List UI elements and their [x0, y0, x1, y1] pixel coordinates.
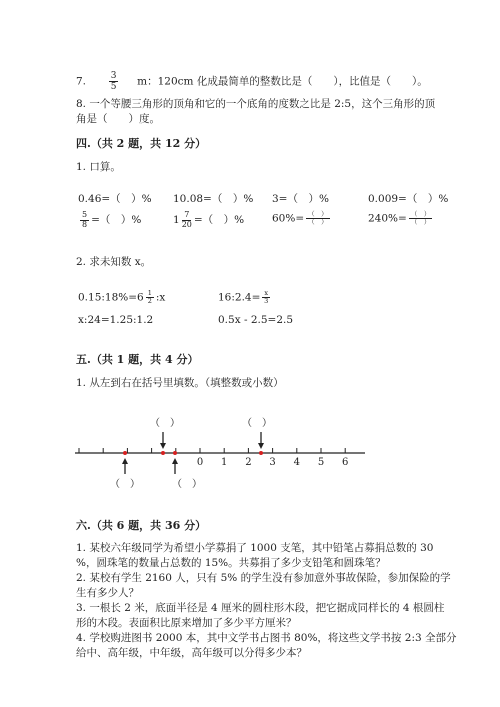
q6-line-7: 4. 学校购进图书 2000 本，其中文学书占图书 80%，将这些文学书按 2:3 全部分 [76, 632, 457, 644]
eq-1-tail: :x [155, 291, 166, 304]
eq-4: 0.5x - 2.5=2.5 [218, 314, 294, 326]
arrow-down-2-head [258, 443, 264, 449]
q7-number: 7. [76, 75, 87, 88]
calc-r2-4-den: （ ） [410, 218, 431, 226]
blank-top-2: （ ） [242, 418, 272, 429]
q4-2-label: 2. 求未知数 x。 [76, 256, 152, 268]
calc-r2-1-num: 5 [82, 210, 88, 219]
calc-r1-1: 0.46=（ ）% [78, 193, 152, 205]
eq-2-den: 3 [264, 297, 269, 305]
eq-2-num: x [264, 289, 269, 297]
calc-r2-4-num: （ ） [410, 210, 431, 218]
section-4-title: 四.（共 2 题，共 12 分） [76, 137, 207, 150]
section-5-title: 五.（共 1 题，共 4 分） [76, 353, 199, 366]
calc-r2-3-num: （ ） [308, 210, 328, 218]
q7-frac-den: 5 [110, 82, 117, 92]
eq-1-num: 1 [147, 289, 152, 297]
q6-line-3: 2. 某校有学生 2160 人，只有 5% 的学生没有参加意外事故保险，参加保险的学 [76, 572, 451, 584]
number-line-label: 4 [293, 457, 300, 468]
q6-line-6: 形的木段。表面积比原来增加了多少平方厘米？ [76, 617, 297, 629]
calc-r2-2-num: 7 [184, 210, 190, 219]
number-line-label: 5 [317, 457, 325, 468]
number-line-label: 0 [196, 457, 204, 468]
calc-r2-4 [368, 211, 434, 226]
eq-3: x:24=1.25:1.2 [78, 314, 154, 326]
calc-r2-1-rest: =（ ）% [91, 214, 142, 226]
eq-2-lead: 16:2.4= [218, 291, 261, 304]
calc-r2-2-den: 20 [181, 219, 192, 229]
marker-3 [173, 451, 177, 455]
q6-line-2: %，圆珠笔的数量占总数的 15%。共募捐了多少支铅笔和圆珠笔？ [76, 557, 386, 569]
q6-line-8: 给中、高年级，中年级，高年级可以分得多少本？ [76, 647, 307, 659]
q6-line-4: 生有多少人？ [76, 587, 139, 599]
calc-r2-2-whole: 1 [173, 214, 180, 226]
blank-top-1: （ ） [150, 418, 180, 429]
number-line-label: 2 [245, 457, 252, 468]
q7-text: m：120cm 化成最简单的整数比是（ ），比值是（ ）。 [137, 75, 428, 88]
q5-1-text: 1. 从左到右在括号里填数。（填整数或小数） [76, 377, 284, 389]
calc-r2-4-lead: 240%= [368, 212, 407, 225]
calc-r2-2-rest: =（ ）% [193, 214, 245, 226]
eq-1-lead: 0.15:18%=6 [78, 291, 144, 304]
eq-1-den: 2 [147, 297, 152, 305]
calc-r2-1 [78, 211, 141, 229]
q7-line [76, 71, 428, 92]
number-line-label: 6 [342, 457, 349, 468]
q6-line-5: 3. 一根长 2 米，底面半径是 4 厘米的圆柱形木段，把它据成同样长的 4 根圆柱 [76, 602, 445, 614]
blank-bottom-2: （ ） [172, 479, 202, 490]
marker-4 [259, 451, 263, 455]
arrow-up-2-head [172, 458, 178, 464]
number-line [70, 410, 370, 490]
marker-2 [161, 451, 165, 455]
q7-fraction [109, 71, 119, 92]
section-6-title: 六.（共 6 题，共 36 分） [76, 519, 207, 532]
eq-1 [78, 290, 165, 305]
calc-r1-4: 0.009=（ ）% [368, 193, 449, 205]
number-line-label: 1 [221, 457, 228, 468]
q8-line1: 8. 一个等腰三角形的顶角和它的一个底角的度数之比是 2:5，这个三角形的顶 [76, 98, 436, 110]
number-line-label: 3 [269, 457, 276, 468]
calc-r2-3-den: （ ） [308, 218, 328, 226]
number-line-ticks [79, 448, 345, 453]
calc-r1-3: 3=（ ）% [272, 193, 329, 205]
calc-r2-1-den: 8 [82, 219, 88, 229]
q6-line-1: 1. 某校六年级同学为希望小学募捐了 1000 支笔，其中铅笔占募捐总数的 30 [76, 542, 434, 554]
arrow-up-1-head [122, 458, 128, 464]
q7-frac-num: 3 [110, 71, 117, 81]
calc-r1-2: 10.08=（ ）% [173, 193, 254, 205]
eq-2 [218, 290, 272, 305]
arrow-down-1-head [160, 443, 166, 449]
calc-r2-3-lead: 60%= [272, 212, 305, 225]
calc-r2-2 [173, 211, 244, 229]
number-line-labels [197, 457, 349, 468]
q8-line2: 角是（ ）度。 [76, 113, 160, 125]
q4-1-label: 1. 口算。 [76, 161, 121, 173]
marker-1 [123, 451, 127, 455]
blank-bottom-1: （ ） [110, 479, 140, 490]
calc-r2-3 [272, 211, 332, 226]
